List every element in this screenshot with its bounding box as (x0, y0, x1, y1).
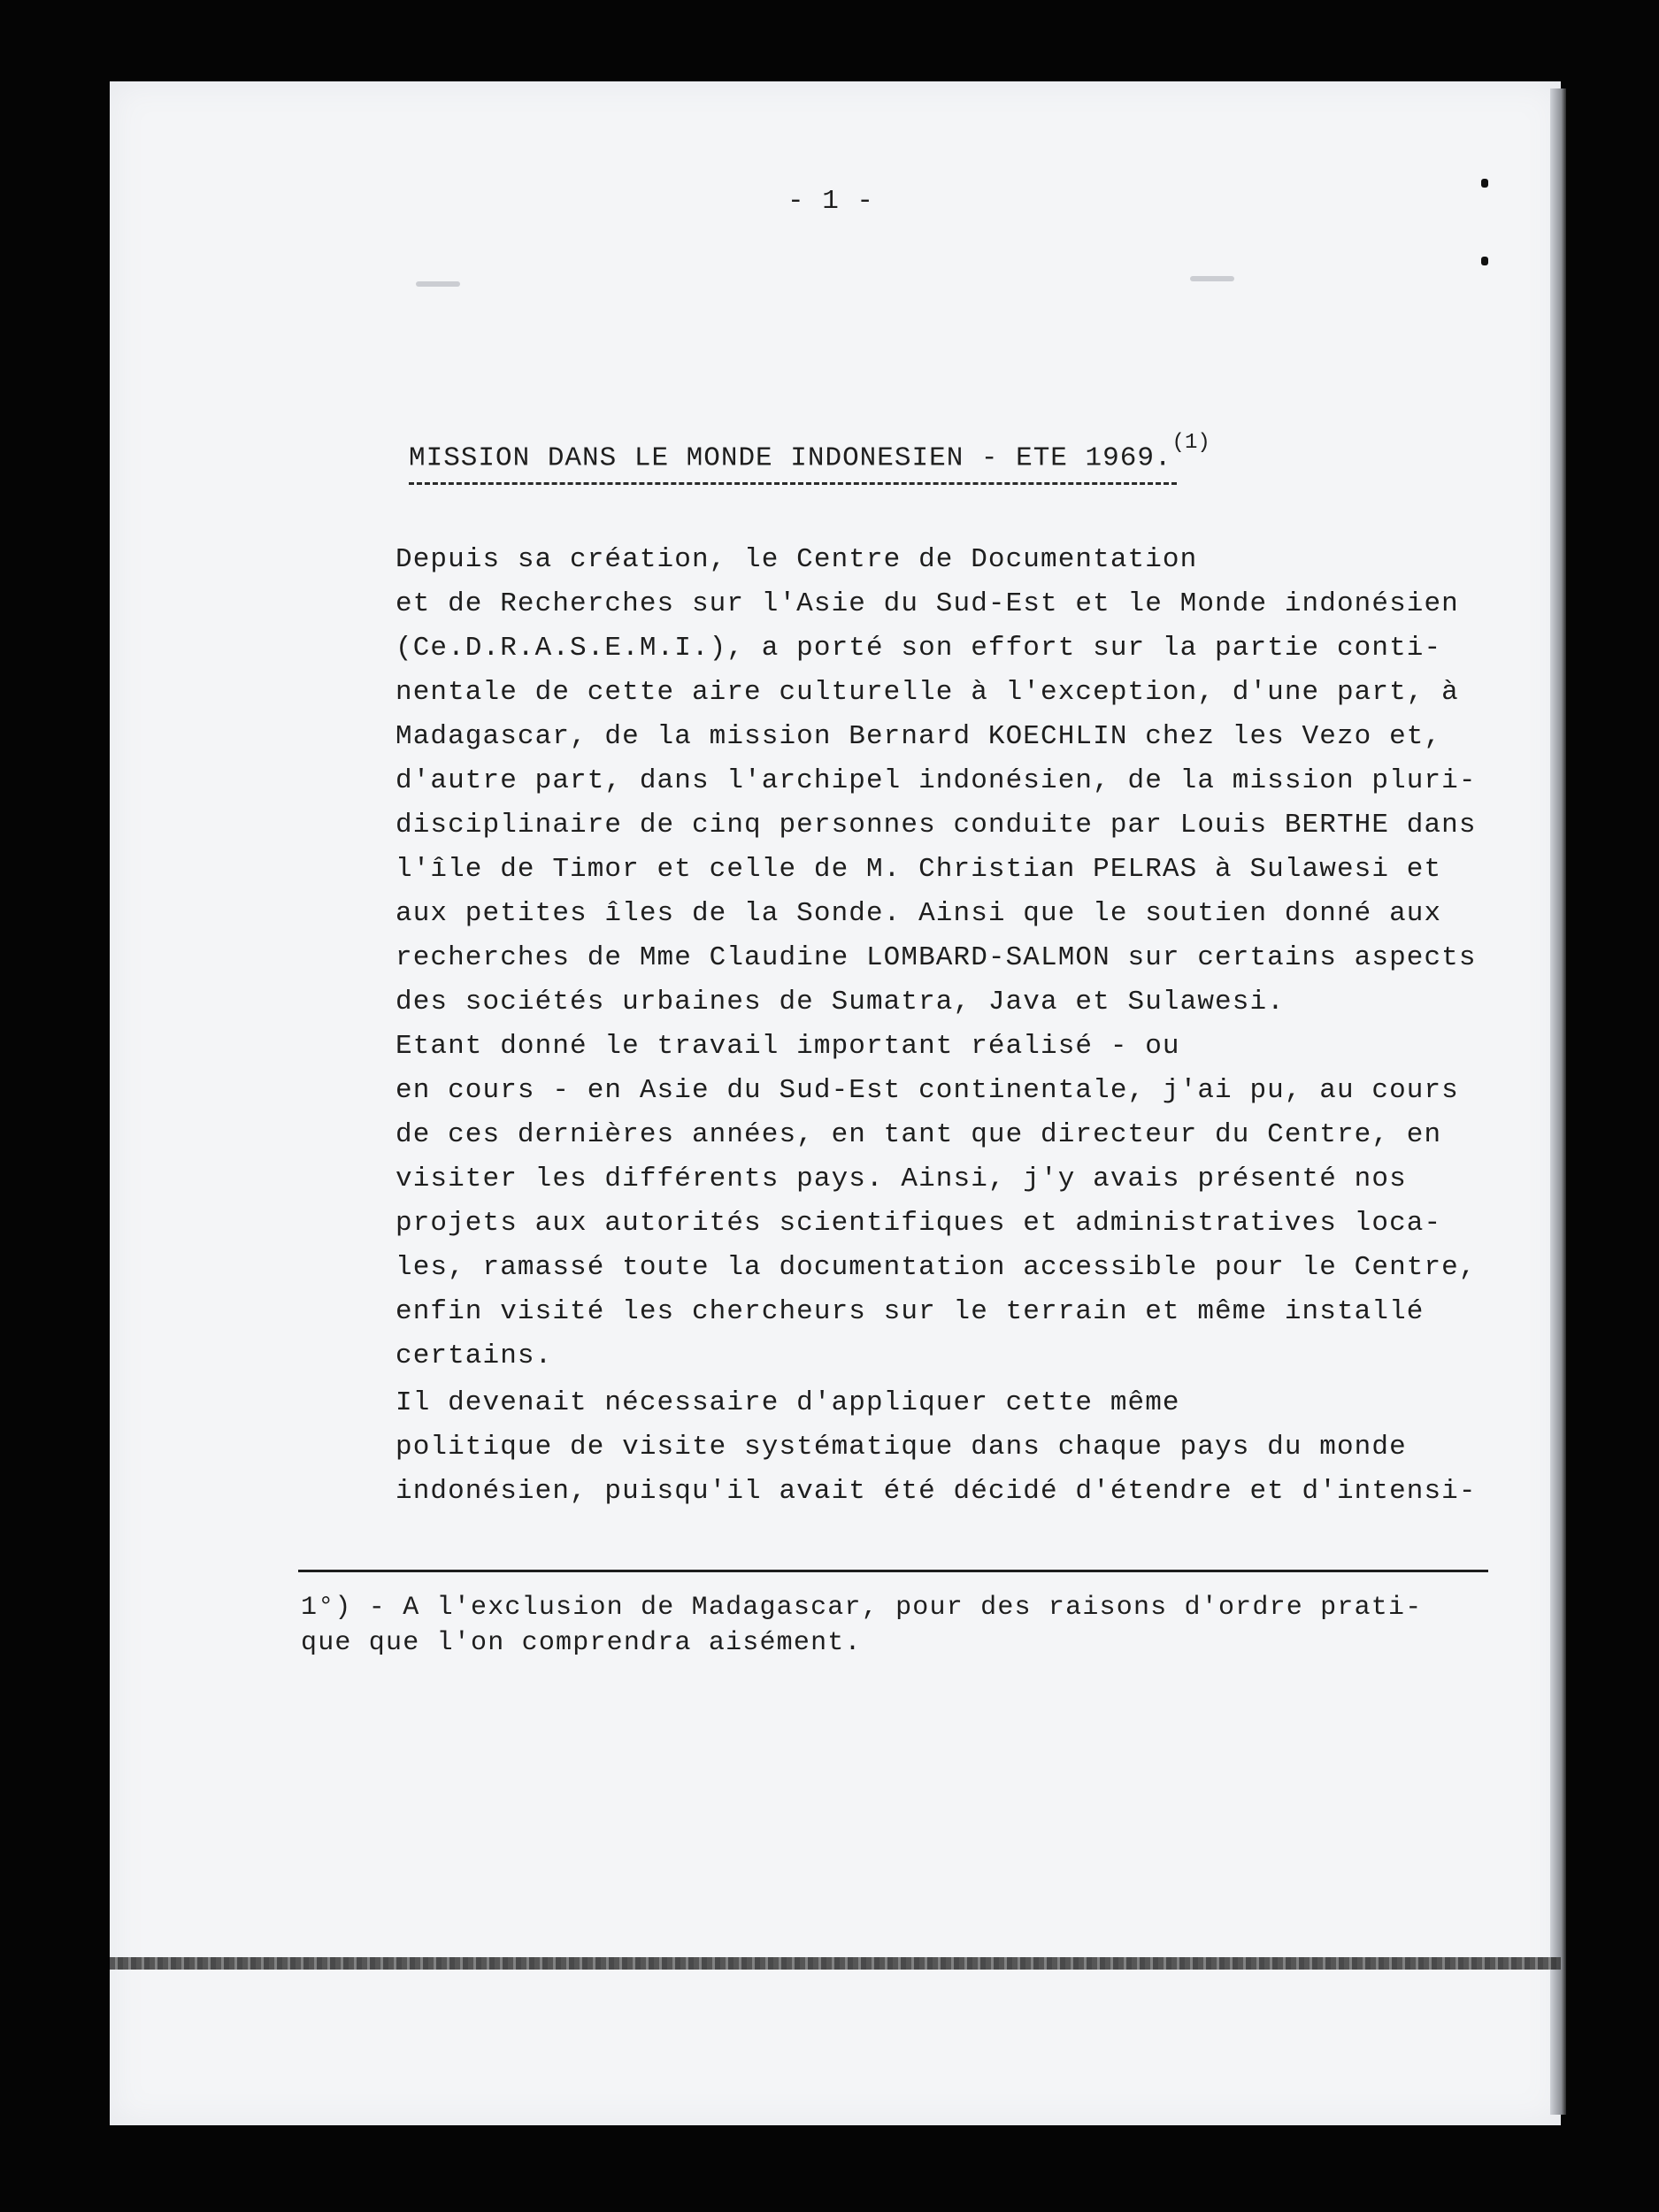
body-line: en cours - en Asie du Sud-Est continentale, j'ai pu, au cours (396, 1075, 1459, 1106)
body-line: politique de visite systématique dans chaque pays du monde (396, 1432, 1407, 1463)
body-line: les, ramassé toute la documentation accessible pour le Centre, (396, 1252, 1477, 1283)
body-line: nentale de cette aire culturelle à l'exception, d'une part, à (396, 677, 1459, 708)
body-line: de ces dernières années, en tant que directeur du Centre, en (396, 1119, 1442, 1150)
ink-smudge (1190, 276, 1234, 281)
body-line: Etant donné le travail important réalisé - ou (396, 1031, 1180, 1062)
body-line: Depuis sa création, le Centre de Documentation (396, 544, 1198, 575)
footnote-line: 1°) - A l'exclusion de Madagascar, pour des raisons d'ordre prati- (301, 1593, 1423, 1623)
body-line: projets aux autorités scientifiques et administratives loca- (396, 1208, 1442, 1239)
body-line: Madagascar, de la mission Bernard KOECHLIN chez les Vezo et, (396, 721, 1442, 752)
body-line: recherches de Mme Claudine LOMBARD-SALMON sur certains aspects (396, 942, 1477, 973)
body-line: d'autre part, dans l'archipel indonésien, de la mission pluri- (396, 765, 1477, 796)
page-title (409, 431, 1210, 474)
ink-smudge (416, 281, 460, 287)
punch-mark (1481, 179, 1488, 188)
body-line: (Ce.D.R.A.S.E.M.I.), a porté son effort sur la partie conti- (396, 633, 1442, 664)
body-line: des sociétés urbaines de Sumatra, Java et Sulawesi. (396, 987, 1285, 1018)
body-line: et de Recherches sur l'Asie du Sud-Est et le Monde indonésien (396, 588, 1459, 619)
body-line: Il devenait nécessaire d'appliquer cette même (396, 1387, 1180, 1418)
body-line: aux petites îles de la Sonde. Ainsi que le soutien donné aux (396, 898, 1442, 929)
title-underline (409, 482, 1177, 485)
page-number: - 1 - (787, 186, 875, 217)
footnote-separator (298, 1570, 1488, 1572)
footnote-line: que que l'on comprendra aisément. (301, 1628, 862, 1658)
title-footnote-ref: (1) (1171, 431, 1210, 455)
title-text: MISSION DANS LE MONDE INDONESIEN - ETE 1969. (409, 442, 1172, 474)
body-line: indonésien, puisqu'il avait été décidé d'étendre et d'intensi- (396, 1476, 1477, 1507)
body-line: enfin visité les chercheurs sur le terrain et même installé (396, 1296, 1425, 1327)
punch-mark (1481, 257, 1488, 265)
page-edge-shadow (1550, 88, 1566, 2115)
body-line: certains. (396, 1340, 553, 1371)
body-line: visiter les différents pays. Ainsi, j'y avais présenté nos (396, 1164, 1407, 1194)
body-line: disciplinaire de cinq personnes conduite par Louis BERTHE dans (396, 810, 1477, 841)
scan-fold-line (110, 1957, 1561, 1970)
body-line: l'île de Timor et celle de M. Christian PELRAS à Sulawesi et (396, 854, 1442, 885)
